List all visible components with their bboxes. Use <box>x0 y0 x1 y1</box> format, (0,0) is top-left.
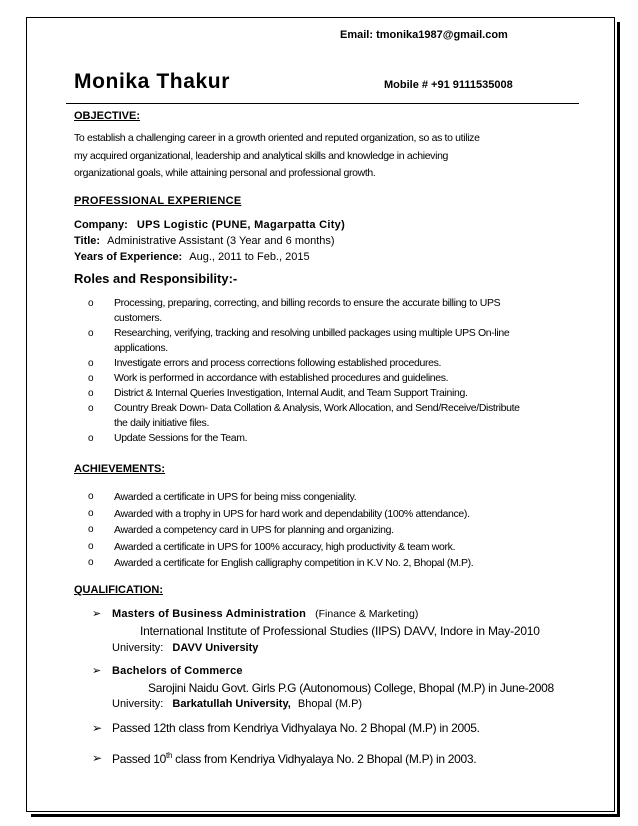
arrow-icon: ➢ <box>92 721 103 735</box>
objective-text <box>74 130 480 183</box>
candidate-name: Monika Thakur <box>74 70 230 93</box>
list-item: o District & Internal Queries Investigation, Internal Audit, and Team Support Training. <box>88 387 468 399</box>
list-item: o Awarded a competency card in UPS for planning and organizing. <box>74 522 473 539</box>
company-line <box>74 219 345 231</box>
bullet-icon: o <box>88 388 94 399</box>
company-label: Company: <box>74 219 128 231</box>
list-item: o Country Break Down- Data Collation & Analysis, Work Allocation, and Send/Receive/Distribute the daily initiative files. <box>88 402 520 429</box>
mobile-text: Mobile # +91 9111535008 <box>384 79 513 91</box>
years-line <box>74 251 310 263</box>
years-label: Years of Experience: <box>74 251 183 263</box>
title-line <box>74 235 335 247</box>
list-item: o Awarded a certificate in UPS for being miss congeniality. <box>74 489 473 506</box>
list-item: o Work is performed in accordance with established procedures and guidelines. <box>88 372 449 384</box>
achievements-list <box>74 489 473 572</box>
bcom-institute: Sarojini Naidu Govt. Girls P.G (Autonomous) College, Bhopal (M.P) in June-2008 <box>148 681 554 695</box>
list-item: o Awarded a certificate for English calligraphy competition in K.V No. 2, Bhopal (M.P). <box>74 555 473 572</box>
roles-heading: Roles and Responsibility:- <box>74 271 238 286</box>
bullet-icon: o <box>88 557 94 568</box>
email-text: Email: tmonika1987@gmail.com <box>340 29 508 41</box>
mba-spec: (Finance & Marketing) <box>315 608 419 620</box>
bullet-icon: o <box>88 524 94 535</box>
class10-post: class from Kendriya Vidhyalaya No. 2 Bhopal (M.P) in 2003. <box>172 752 477 766</box>
bcom-univ-label: University: <box>112 698 164 710</box>
arrow-icon: ➢ <box>92 665 102 677</box>
mba-degree: Masters of Business Administration <box>112 608 307 620</box>
mba-line <box>112 608 418 620</box>
roles-list <box>74 296 520 446</box>
achievements-heading: ACHIEVEMENTS: <box>74 463 166 475</box>
bullet-icon: o <box>88 403 94 414</box>
class10-line <box>112 751 476 766</box>
header-divider <box>66 103 579 104</box>
years-value: Aug., 2011 to Feb., 2015 <box>189 251 310 263</box>
list-item: o Awarded a certificate in UPS for 100% accuracy, high productivity & team work. <box>74 539 473 556</box>
list-item: o Update Sessions for the Team. <box>88 432 248 444</box>
bullet-icon: o <box>88 540 94 552</box>
class12-line: Passed 12th class from Kendriya Vidhyalaya No. 2 Bhopal (M.P) in 2005. <box>112 721 480 735</box>
list-item: o Processing, preparing, correcting, and billing records to ensure the accurate billing to UPS customers. <box>88 297 501 324</box>
bullet-icon: o <box>88 358 94 369</box>
bcom-university-line <box>112 698 362 710</box>
experience-heading: PROFESSIONAL EXPERIENCE <box>74 195 242 207</box>
company-value: UPS Logistic (PUNE, Magarpatta City) <box>136 219 346 231</box>
objective-line: my acquired organizational, leadership and analytical skills and knowledge in achieving <box>74 149 449 162</box>
class10-pre: Passed 10 <box>112 752 167 766</box>
mba-institute: International Institute of Professional Studies (IIPS) DAVV, Indore in May-2010 <box>140 624 540 638</box>
bullet-icon: o <box>88 298 94 309</box>
bcom-degree <box>112 665 243 677</box>
bullet-icon: o <box>88 373 94 384</box>
qualification-heading: QUALIFICATION: <box>74 584 164 596</box>
mba-univ: DAVV University <box>172 642 259 654</box>
objective-line: organizational goals, while attaining personal and professional growth. <box>74 167 376 179</box>
bcom-univ-place: Bhopal (M.P) <box>297 698 363 710</box>
mba-univ-label: University: <box>112 642 164 654</box>
bcom-univ: Barkatullah University, <box>172 698 291 710</box>
arrow-icon: ➢ <box>92 608 102 620</box>
bcom-degree-text: Bachelors of Commerce <box>112 665 243 677</box>
bullet-icon: o <box>88 507 94 519</box>
title-value: Administrative Assistant (3 Year and 6 months) <box>107 235 335 247</box>
bullet-icon: o <box>88 328 94 339</box>
title-label: Title: <box>74 235 101 247</box>
class10-sup: th <box>166 751 173 760</box>
list-item: o Investigate errors and process corrections following established procedures. <box>88 357 442 369</box>
objective-line: To establish a challenging career in a growth oriented and reputed organization, so as to utilize <box>74 132 480 144</box>
mba-university-line <box>112 642 258 654</box>
bullet-icon: o <box>88 491 94 502</box>
bullet-icon: o <box>88 433 94 444</box>
list-item: o Awarded with a trophy in UPS for hard work and dependability (100% attendance). <box>74 506 473 523</box>
objective-heading: OBJECTIVE: <box>74 110 141 122</box>
arrow-icon: ➢ <box>92 751 103 765</box>
list-item: o Researching, verifying, tracking and resolving unbilled packages using multiple UPS On-line applications. <box>88 327 510 354</box>
